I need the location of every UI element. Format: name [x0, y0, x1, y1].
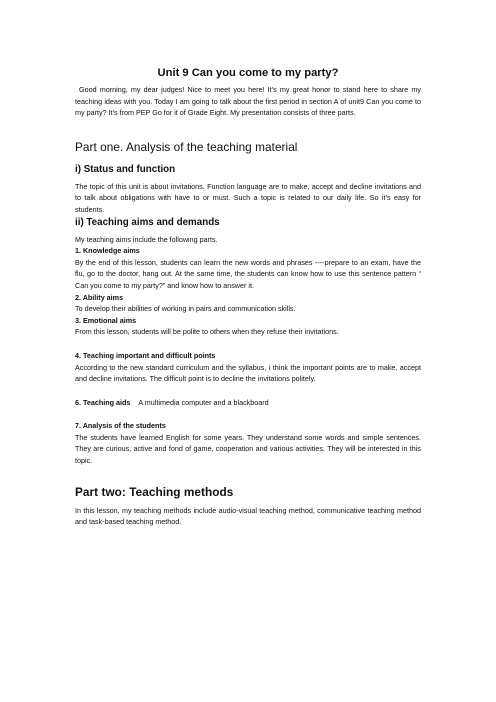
status-function-heading: i) Status and function	[75, 163, 176, 175]
teaching-methods-body: In this lesson, my teaching methods include audio-visual teaching method, communicative teaching method and task-based teaching method.	[75, 505, 421, 527]
student-analysis-heading: 7. Analysis of the students	[75, 421, 166, 431]
knowledge-aims-body: By the end of this lesson, students can learn the new words and phrases ----prepare to an exam, have the flu, go to the doctor, hang out. At the same time, the students can know how to use this sentence pattern “ Can you come to my party?” and know how to answer it.	[75, 257, 421, 290]
important-points-heading: 4. Teaching important and difficult points	[75, 350, 216, 360]
part-one-heading: Part one. Analysis of the teaching material	[75, 139, 298, 154]
teaching-aims-lead: My teaching aims include the following parts.	[75, 234, 218, 244]
document-content	[75, 66, 421, 528]
teaching-aids-heading: 6. Teaching aids	[75, 397, 131, 407]
ability-aims-heading: 2. Ability aims	[75, 292, 124, 302]
teaching-aids-line	[75, 397, 421, 409]
part-two-heading: Part two: Teaching methods	[75, 484, 234, 499]
intro-paragraph: Good morning, my dear judges! Nice to meet you here! It’s my great honor to stand here to share my teaching ideas with you. Today I am going to talk about the first period in section A of unit9 Can you come to my party? It’s from PEP Go for it of Grade Eight. My presentation consists of three parts.	[75, 85, 421, 118]
important-points-body: According to the new standard curriculum and the syllabus, i think the important points are to make, accept and decline invitations. The difficult point is to decline the invitations politely.	[75, 362, 421, 384]
knowledge-aims-heading: 1. Knowledge aims	[75, 246, 140, 256]
teaching-aids-value: A multimedia computer and a blackboard	[138, 397, 269, 407]
ability-aims-body: To develop their abilities of working in pairs and communication skills.	[75, 304, 296, 314]
teaching-aims-heading: ii) Teaching aims and demands	[75, 216, 220, 228]
student-analysis-body: The students have learned English for some years. They understand some words and simple sentences. They are curious, active and fond of game, cooperation and various activities. They will be interested in this topic.	[75, 432, 421, 466]
emotional-aims-heading: 3. Emotional aims	[75, 315, 137, 325]
emotional-aims-body: From this lesson, students will be polite to others when they refuse their invitations.	[75, 327, 339, 337]
document-title: Unit 9 Can you come to my party?	[157, 67, 339, 79]
status-function-body: The topic of this unit is about invitations. Function language are to make, accept and decline invitations and to talk about obligations with have to or must. Such a topic is related to our daily life. So it’s easy for students.	[75, 181, 421, 214]
